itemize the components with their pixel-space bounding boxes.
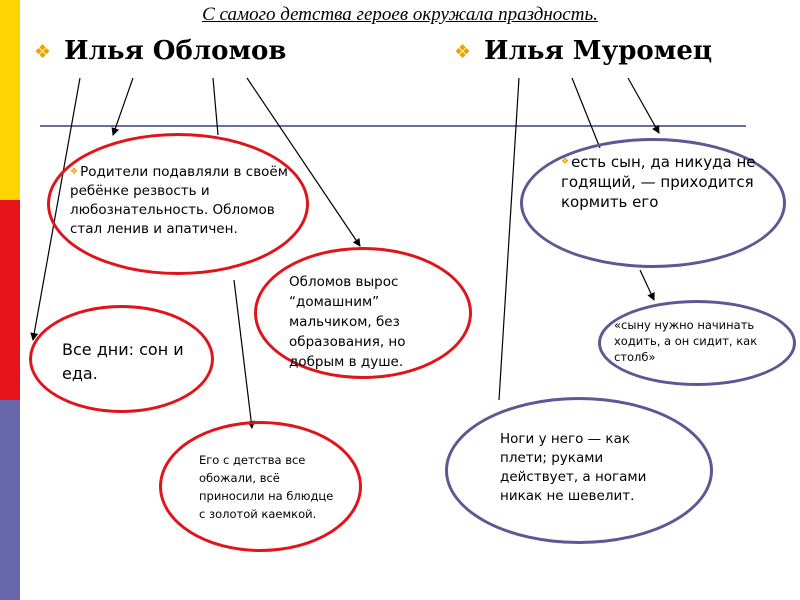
node-muromets-legs-text: Ноги у него — как плети; руками действует, а ногами никак не шевелит. [500, 431, 647, 504]
line-to-son [572, 78, 600, 148]
heading-oblomov: Илья Обломов [64, 36, 287, 66]
heading-muromets: Илья Муромец [484, 36, 713, 66]
bullet-icon: ❖ [34, 41, 52, 63]
arrow-to-adored [234, 280, 252, 428]
arrow-to-quote [640, 270, 654, 300]
node-muromets-quote-text: «сыну нужно начинать ходить, а он сидит, как столб» [614, 318, 758, 364]
bullet-icon: ❖ [454, 41, 472, 63]
bullet-icon: ❖ [70, 167, 79, 177]
node-muromets-son-text: ❖ есть сын, да никуда не годящий, — приходится кормить его [561, 153, 756, 211]
line-title-to-parents [213, 78, 218, 135]
node-oblomov-home-boy-text: Обломов вырос “домашним” мальчиком, без образования, но добрым в душе. [289, 274, 406, 370]
line-to-legs [499, 78, 519, 400]
node-oblomov-adored-text: Его с детства все обожали, всё приносили на блюдце с золотой каемкой. [199, 453, 334, 521]
node-oblomov-parents-text: ❖ Родители подавляли в своём ребёнке резвость и любознательность. Обломов стал ленив и апатичен. [70, 164, 288, 237]
arrow-to-son [628, 78, 659, 133]
bullet-icon: ❖ [561, 157, 570, 167]
arrow-to-parents [113, 78, 133, 135]
slide-title: С самого детства героев окружала праздность. [202, 4, 598, 25]
node-oblomov-days-text: Все дни: сон и еда. [62, 340, 184, 383]
